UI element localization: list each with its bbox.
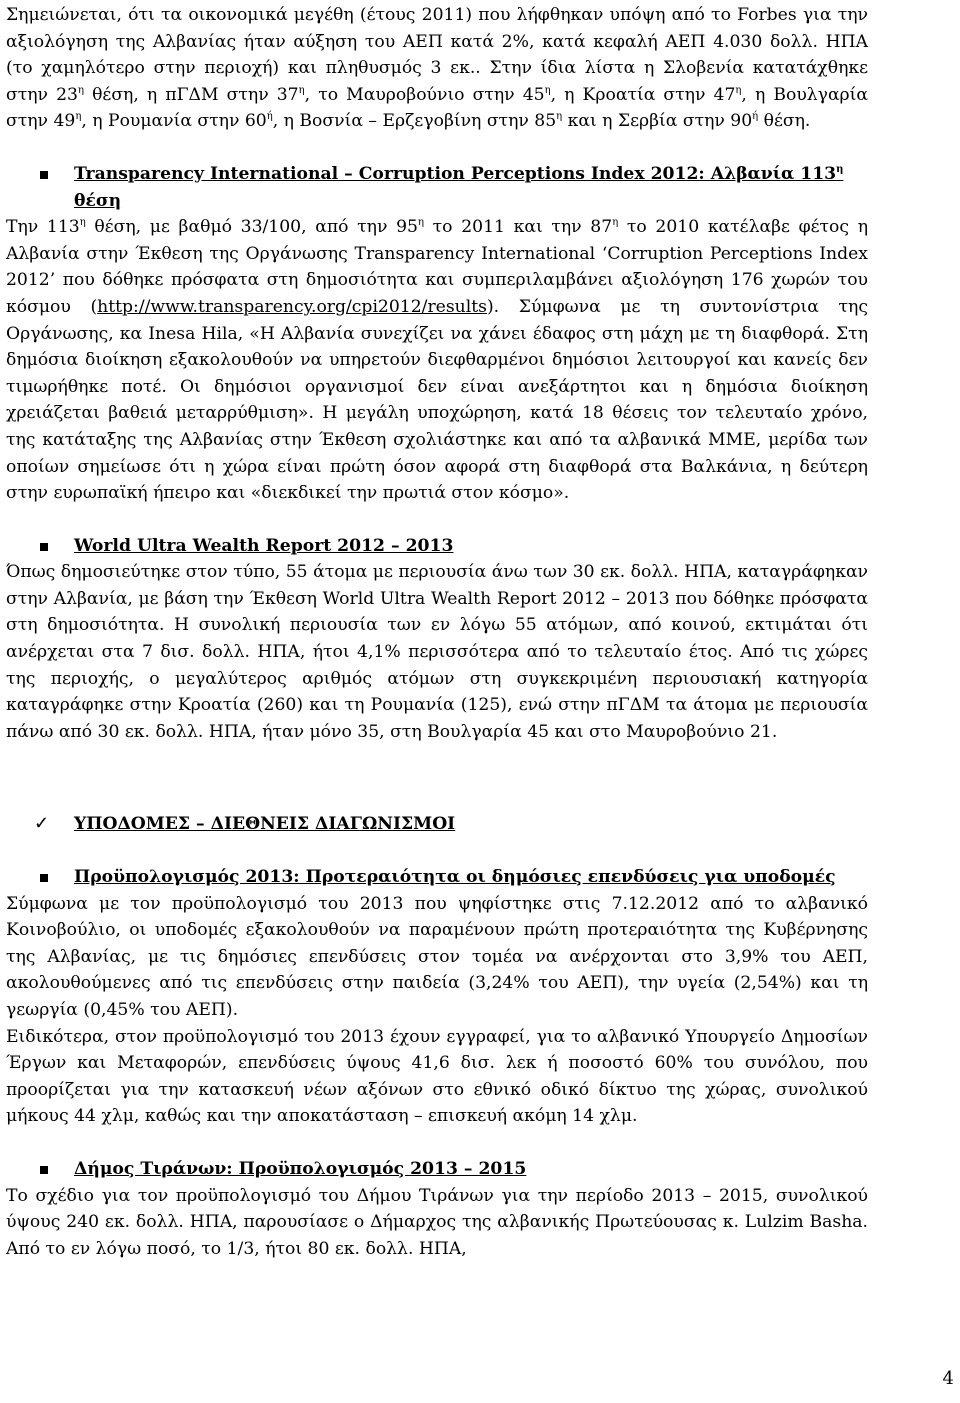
section-heading-tirana [6, 1156, 868, 1183]
heading-text: Transparency International – Corruption Perceptions Index 2012: Αλβανία 113 [74, 163, 837, 184]
superscript: η [298, 84, 305, 96]
heading-text: World Ultra Wealth Report 2012 – 2013 [74, 535, 454, 556]
superscript: η [417, 217, 424, 229]
ranking-text: , η Κροατία στην 47 [550, 84, 736, 105]
heading-text: ΥΠΟΔΟΜΕΣ – ΔΙΕΘΝΕΙΣ ΔΙΑΓΩΝΙΣΜΟΙ [74, 814, 456, 835]
section-heading-infrastructure [6, 811, 868, 838]
ranking-text: , η Βοσνία – Ερζεγοβίνη στην 85 [272, 111, 557, 132]
body-text: το 2010 κατέλαβε φέτος η Αλβανία στην Έκθεση της Οργάνωσης Transparency International ‘Corruption Perceptions Index 2012’ που δόθηκε πρόσφατα στη δημοσιότητα και συμπεριλαμβάνει αξιολόγηση 176 χωρών του κόσμου ( [6, 217, 868, 317]
ranking-text: , η Βουλγαρία στην 49 [6, 84, 869, 132]
superscript: η [735, 84, 742, 96]
intro-paragraph [6, 2, 868, 135]
transparency-paragraph [6, 214, 868, 507]
section-heading-transparency [6, 161, 868, 214]
page-number: 4 [942, 1368, 954, 1389]
body-text: το 2011 και την 87 [423, 217, 613, 238]
ranking-text: , η Ρουμανία στην 60 [81, 111, 267, 132]
budget-paragraph-2: Ειδικότερα, στον προϋπολογισμό του 2013 έχουν εγγραφεί, για το αλβανικό Υπουργείο Δημοσίων Έργων και Μεταφορών, επενδύσεις ύψους 41,6 δισ. λεκ ή ποσοστό 60% του συνόλου, που προορίζεται για την κατασκευή νέων αξόνων στο εθνικό οδικό δίκτυο της χώρας, συνολικού μήκους 44 χλμ, καθώς και την αποκατάσταση – επισκευή ακόμη 14 χλμ. [6, 1026, 868, 1127]
superscript: η [544, 84, 551, 96]
superscript: ή [752, 111, 759, 123]
heading-text: θέση [74, 190, 122, 211]
section-heading-budget [6, 864, 868, 891]
heading-text: Δήμος Τιράνων: Προϋπολογισμός 2013 – 2015 [74, 1158, 527, 1179]
square-bullet-icon [6, 864, 74, 891]
transparency-link[interactable]: http://www.transparency.org/cpi2012/results [97, 296, 487, 317]
intro-text: Σημειώνεται, ότι τα οικονομικά μεγέθη (έτους 2011) που λήφθηκαν υπόψη από το Forbes για την αξιολόγηση της Αλβανίας ήταν αύξηση του ΑΕΠ κατά 2%, κατά κεφαλή ΑΕΠ 4.030 δολλ. ΗΠΑ (το χαμηλότερο στην περιοχή) και πληθυσμός 3 εκ.. [6, 5, 868, 79]
superscript: η [77, 84, 84, 96]
checkmark-icon: ✓ [34, 813, 50, 835]
body-text: Την 113 [6, 217, 80, 238]
superscript: η [75, 111, 82, 123]
superscript: η [612, 217, 619, 229]
section-heading-wealth [6, 533, 868, 560]
ranking-text: θέση. [758, 111, 811, 132]
superscript: ή [266, 111, 273, 123]
superscript: η [79, 217, 86, 229]
budget-paragraph-1: Σύμφωνα με τον προϋπολογισμό του 2013 που ψηφίστηκε στις 7.12.2012 από το αλβανικό Κοινοβούλιο, οι υποδομές εξακολουθούν να παραμένουν πρώτη προτεραιότητα της Κυβέρνησης της Αλβανίας, με τις δημόσιες επενδύσεις στον τομέα να ανέρχονται στο 3,9% του ΑΕΠ, ακολουθούμενες από τις επενδύσεις στην παιδεία (3,24% του ΑΕΠ), την υγεία (2,54%) και τη γεωργία (0,45% του ΑΕΠ). [6, 893, 868, 1020]
ranking-text: , το Μαυροβούνιο στην 45 [304, 84, 545, 105]
superscript: η [556, 111, 563, 123]
superscript: η [836, 163, 844, 175]
tirana-paragraph: Το σχέδιο για τον προϋπολογισμό του Δήμου Τιράνων για την περίοδο 2013 – 2015, συνολικού ύψους 240 εκ. δολλ. ΗΠΑ, παρουσίασε ο Δήμαρχος της αλβανικής Πρωτεύουσας κ. Lulzim Basha. Από το εν λόγω ποσό, το 1/3, ήτοι 80 εκ. δολλ. ΗΠΑ, [6, 1185, 868, 1259]
square-bullet-icon [6, 1156, 74, 1183]
body-text: θέση, με βαθμό 33/100, από την 95 [85, 217, 418, 238]
square-bullet-icon [6, 533, 74, 560]
body-text: ). Σύμφωνα με τη συντονίστρια της Οργάνωσης, κα Inesa Hila, «Η Αλβανία συνεχίζει να χάνει έδαφος στη μάχη με τη διαφθορά. Στη δημόσια διοίκηση εξακολουθούν να υπηρετούν διεφθαρμένοι δημόσιοι λειτουργοί και κανείς δεν τιμωρήθηκε ποτέ. Οι δημόσιοι οργανισμοί δεν είναι ανεξάρτητοι και η δημόσια διοίκηση χρειάζεται βαθειά μεταρρύθμιση». Η μεγάλη υποχώρηση, κατά 18 θέσεις τον τελευταίο χρόνο, της κατάταξης της Αλβανίας στην Έκθεση σχολιάστηκε και από τα αλβανικά ΜΜΕ, μερίδα των οποίων σημείωσε ότι η χώρα είναι πρώτη όσον αφορά στη διαφθορά στα Βαλκάνια, η δεύτερη στην ευρωπαϊκή ήπειρο και «διεκδικεί την πρωτιά στον κόσμο». [6, 296, 868, 504]
document-page [6, 2, 868, 1262]
heading-text: Προϋπολογισμός 2013: Προτεραιότητα οι δημόσιες επενδύσεις για υποδομές [74, 867, 836, 888]
square-bullet-icon [6, 161, 74, 188]
ranking-text: και η Σερβία στην 90 [562, 111, 753, 132]
ranking-text: Στην ίδια λίστα η Σλοβενία κατατάχθηκε στην 23 [6, 58, 869, 105]
ranking-text: θέση, η πΓΔΜ στην 37 [83, 84, 299, 105]
wealth-paragraph: Όπως δημοσιεύτηκε στον τύπο, 55 άτομα με περιουσία άνω των 30 εκ. δολλ. ΗΠΑ, καταγράφηκαν στην Αλβανία, με βάση την Έκθεση World Ultra Wealth Report 2012 – 2013 που δόθηκε πρόσφατα στη δημοσιότητα. Η συνολική περιουσία των εν λόγω 55 ατόμων, από κοινού, εκτιμάται ότι ανέρχεται στα 7 δισ. δολλ. ΗΠΑ, ήτοι 4,1% περισσότερα από το τελευταίο έτος. Από τις χώρες της περιοχής, ο μεγαλύτερος αριθμός ατόμων στη συγκεκριμένη περιουσιακή κατηγορία καταγράφηκε στην Κροατία (260) και τη Ρουμανία (125), ενώ στην πΓΔΜ τα άτομα με περιουσία πάνω από 30 εκ. δολλ. ΗΠΑ, ήταν μόνο 35, στη Βουλγαρία 45 και στο Μαυροβούνιο 21. [6, 562, 868, 742]
